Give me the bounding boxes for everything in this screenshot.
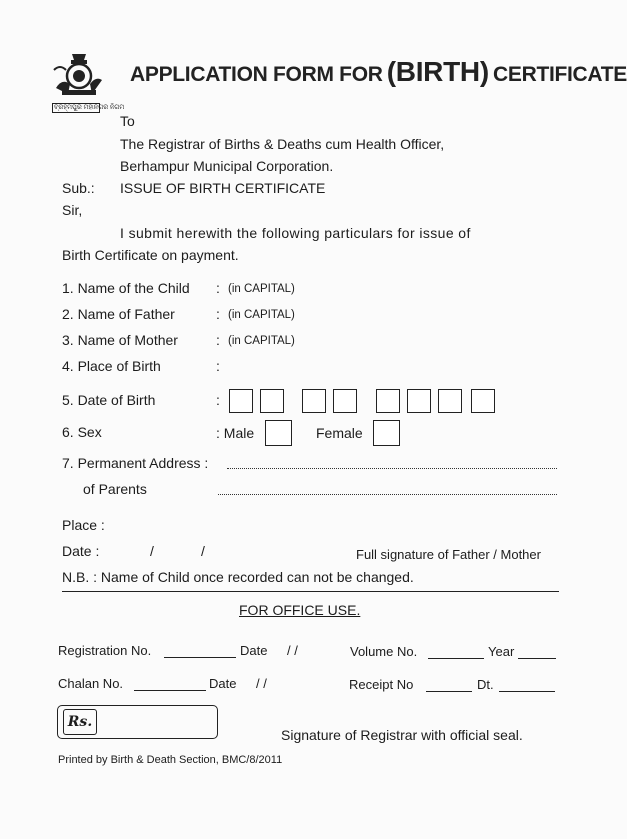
address-line-2: Berhampur Municipal Corporation. — [120, 158, 334, 174]
registration-no-blank[interactable] — [164, 657, 236, 658]
field-child-hint: (in CAPITAL) — [228, 283, 295, 295]
dob-year-box-1[interactable] — [376, 389, 400, 413]
address-to: To — [120, 113, 135, 129]
volume-no-blank[interactable] — [428, 658, 484, 659]
subject-text: ISSUE OF BIRTH CERTIFICATE — [120, 180, 326, 196]
volume-no-label: Volume No. — [350, 644, 418, 659]
office-use-heading: FOR OFFICE USE. — [239, 602, 361, 618]
dob-year-box-2[interactable] — [407, 389, 431, 413]
field-dob-label: 5. Date of Birth — [62, 392, 156, 408]
field-address-label: 7. Permanent Address : — [62, 455, 209, 471]
field-mother-label: 3. Name of Mother — [62, 332, 178, 348]
nb-note: N.B. : Name of Child once recorded can not be changed. — [62, 569, 414, 585]
dob-month-box-1[interactable] — [302, 389, 326, 413]
bmc-logo — [52, 50, 125, 111]
field-father-hint: (in CAPITAL) — [228, 309, 295, 321]
title-birth: (BIRTH) — [386, 56, 489, 87]
rs-box[interactable] — [57, 705, 218, 739]
field-address-label-2: of Parents — [83, 481, 147, 497]
date-slash-2: / — [201, 543, 205, 559]
field-sex-male-label: : Male — [216, 425, 255, 441]
body-line-2: Birth Certificate on payment. — [62, 247, 239, 263]
dob-month-box-2[interactable] — [333, 389, 357, 413]
field-child-colon: : — [216, 280, 220, 296]
field-place-label: 4. Place of Birth — [62, 358, 161, 374]
field-sex-label: 6. Sex — [62, 424, 102, 440]
dt-label: Dt. — [477, 677, 494, 692]
year-blank[interactable] — [518, 658, 556, 659]
dt-blank[interactable] — [499, 691, 555, 692]
logo-caption: ବ୍ରହ୍ମପୁର ମହାନଗର ନିଗମ — [54, 104, 125, 111]
place-label: Place : — [62, 517, 105, 533]
registrar-signature-label: Signature of Registrar with official seal. — [281, 727, 523, 743]
office-date-label: Date — [240, 643, 268, 658]
printed-by: Printed by Birth & Death Section, BMC/8/2011 — [58, 754, 283, 766]
rs-label: Rs. — [67, 714, 93, 730]
chalan-no-label: Chalan No. — [58, 676, 124, 691]
body-line-1: I submit herewith the following particulars for issue of — [120, 225, 471, 241]
salutation: Sir, — [62, 202, 83, 218]
field-father-colon: : — [216, 306, 220, 322]
dob-year-box-4[interactable] — [471, 389, 495, 413]
address-line-2-blank[interactable] — [218, 494, 557, 495]
chalan-date-slashes: / / — [256, 676, 267, 691]
registration-no-label: Registration No. — [58, 643, 152, 658]
divider — [62, 591, 559, 592]
field-place-colon: : — [216, 358, 220, 374]
field-sex-female-label: Female — [316, 425, 363, 441]
chalan-date-label: Date — [209, 676, 237, 691]
field-dob-colon: : — [216, 392, 220, 408]
address-line-1: The Registrar of Births & Deaths cum Health Officer, — [120, 136, 445, 152]
field-mother-colon: : — [216, 332, 220, 348]
form-title — [130, 56, 627, 88]
title-suffix: CERTIFICATE — [493, 63, 627, 86]
receipt-no-blank[interactable] — [426, 691, 472, 692]
field-mother-hint: (in CAPITAL) — [228, 335, 295, 347]
rs-label-box — [63, 709, 97, 735]
emblem-icon — [52, 50, 106, 100]
dob-day-box-2[interactable] — [260, 389, 284, 413]
address-line-1-blank[interactable] — [227, 468, 557, 469]
dob-year-box-3[interactable] — [438, 389, 462, 413]
office-date-slashes: / / — [287, 643, 298, 658]
field-father-label: 2. Name of Father — [62, 306, 175, 322]
date-label: Date : — [62, 543, 100, 559]
field-child-label: 1. Name of the Child — [62, 280, 190, 296]
sex-male-checkbox[interactable] — [265, 420, 292, 446]
subject-label: Sub.: — [62, 180, 95, 196]
title-prefix: APPLICATION FORM FOR — [130, 63, 383, 86]
parent-signature-label: Full signature of Father / Mother — [356, 547, 541, 562]
dob-day-box-1[interactable] — [229, 389, 253, 413]
date-slash-1: / — [150, 543, 154, 559]
receipt-no-label: Receipt No — [349, 677, 414, 692]
sex-female-checkbox[interactable] — [373, 420, 400, 446]
year-label: Year — [488, 644, 515, 659]
chalan-no-blank[interactable] — [134, 690, 206, 691]
